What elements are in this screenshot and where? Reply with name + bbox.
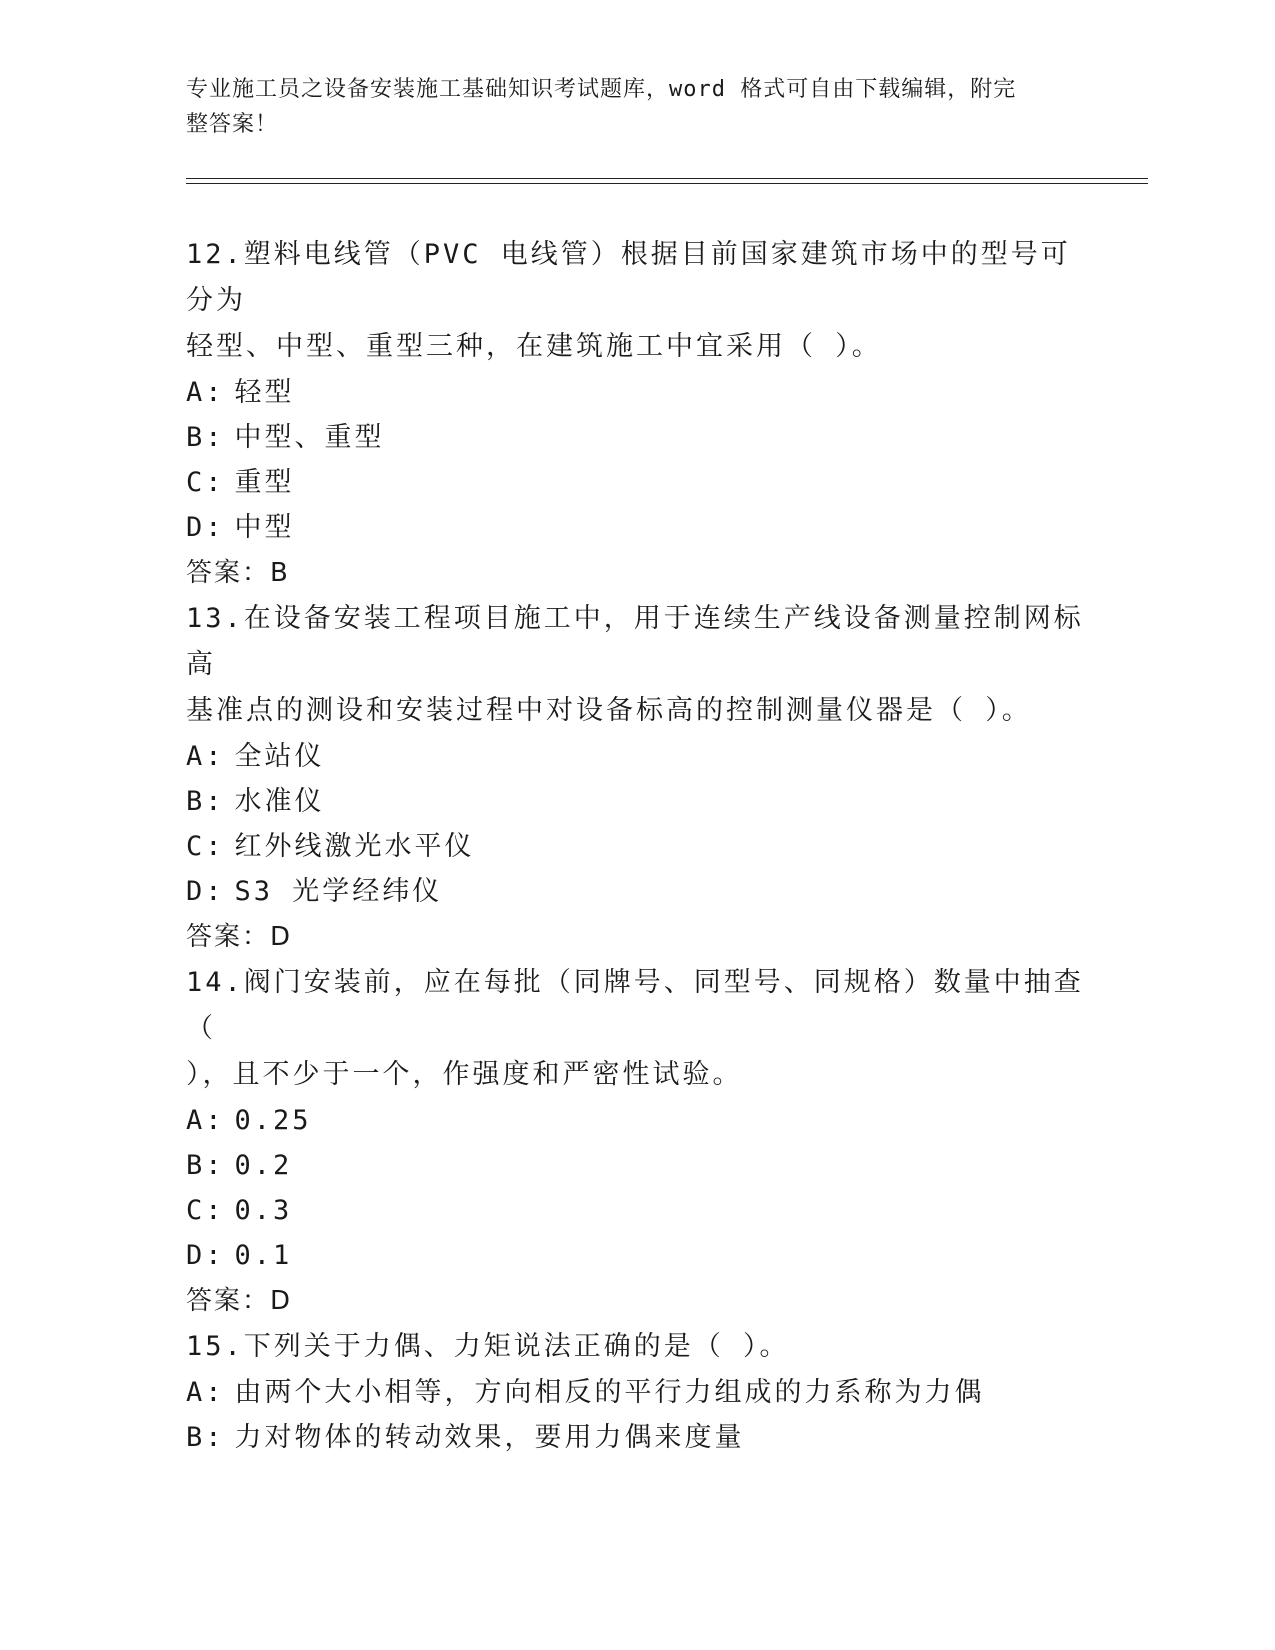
option-key: B: [186, 1422, 225, 1453]
option-key: A: [186, 741, 225, 772]
option-a [186, 370, 1086, 415]
option-key: C: [186, 1195, 225, 1226]
question-stem-line: 轻型、中型、重型三种，在建筑施工中宜采用（ ）。 [186, 331, 882, 362]
option-b [186, 1415, 1086, 1460]
option-key: A: [186, 1377, 225, 1408]
option-text: 0.25 [234, 1105, 312, 1136]
option-text: 中型 [234, 512, 295, 543]
option-text: 0.2 [234, 1150, 293, 1181]
option-text: 轻型 [234, 377, 295, 408]
option-text: 由两个大小相等，方向相反的平行力组成的力系称为力偶 [234, 1377, 985, 1408]
header-divider-top [186, 178, 1148, 179]
option-text: 0.3 [234, 1195, 293, 1226]
option-c [186, 460, 1086, 505]
option-b [186, 1143, 1086, 1188]
option-d [186, 1233, 1086, 1278]
answer-line: 答案：D [186, 922, 293, 952]
header-divider-bottom [186, 183, 1148, 184]
option-key: C: [186, 467, 225, 498]
option-key: D: [186, 876, 225, 907]
question-stem-line: 13.在设备安装工程项目施工中，用于连续生产线设备测量控制网标高 [186, 603, 1084, 680]
option-key: B: [186, 786, 225, 817]
option-c [186, 1188, 1086, 1233]
document-header [186, 72, 1066, 142]
question-stem-line: 12.塑料电线管（PVC 电线管）根据目前国家建筑市场中的型号可分为 [186, 239, 1071, 316]
header-line-1: 专业施工员之设备安装施工基础知识考试题库，word 格式可自由下载编辑，附完 [186, 77, 1017, 102]
option-a [186, 734, 1086, 779]
question-14 [186, 960, 1086, 1324]
question-stem-line: ），且不少于一个，作强度和严密性试验。 [186, 1059, 743, 1090]
option-key: B: [186, 422, 225, 453]
answer-line: 答案：D [186, 1286, 293, 1316]
option-d [186, 505, 1086, 550]
option-key: D: [186, 512, 225, 543]
question-12 [186, 232, 1086, 596]
question-stem-line: 14.阀门安装前，应在每批（同牌号、同型号、同规格）数量中抽查（ [186, 967, 1084, 1044]
option-c [186, 824, 1086, 869]
option-b [186, 415, 1086, 460]
option-text: 中型、重型 [234, 422, 385, 453]
option-text: 全站仪 [234, 741, 325, 772]
option-key: C: [186, 831, 225, 862]
option-key: A: [186, 1105, 225, 1136]
answer-line: 答案：B [186, 558, 290, 588]
option-a [186, 1098, 1086, 1143]
option-key: B: [186, 1150, 225, 1181]
header-line-2: 整答案！ [186, 112, 279, 137]
question-stem-line: 基准点的测设和安装过程中对设备标高的控制测量仪器是（ ）。 [186, 695, 1032, 726]
option-text: 力对物体的转动效果，要用力偶来度量 [234, 1422, 745, 1453]
option-key: D: [186, 1240, 225, 1271]
option-text: 0.1 [234, 1240, 293, 1271]
option-text: 重型 [234, 467, 295, 498]
option-text: S3 光学经纬仪 [234, 876, 443, 907]
option-d [186, 869, 1086, 914]
question-13 [186, 596, 1086, 960]
option-text: 红外线激光水平仪 [234, 831, 475, 862]
option-key: A: [186, 377, 225, 408]
question-stem-line: 15.下列关于力偶、力矩说法正确的是（ ）。 [186, 1331, 790, 1362]
option-text: 水准仪 [234, 786, 325, 817]
question-15 [186, 1324, 1086, 1460]
option-a [186, 1370, 1086, 1415]
option-b [186, 779, 1086, 824]
